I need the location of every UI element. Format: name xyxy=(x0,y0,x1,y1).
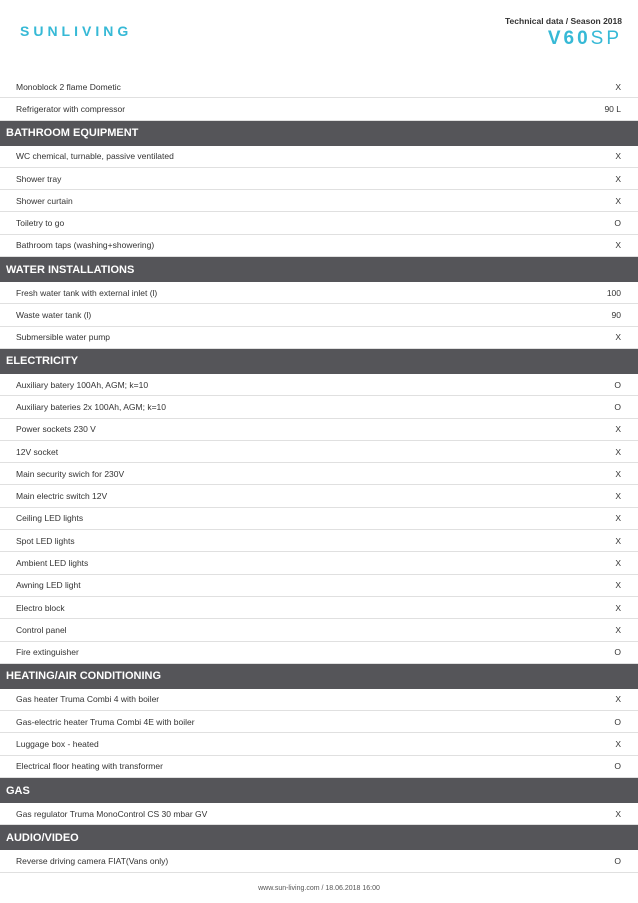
spec-row xyxy=(0,441,638,463)
spec-label: Reverse driving camera FIAT(Vans only) xyxy=(16,855,169,866)
model-suffix: SP xyxy=(590,28,622,49)
spec-row xyxy=(0,76,638,98)
spec-label: Monoblock 2 flame Dometic xyxy=(16,81,121,92)
spec-value: O xyxy=(614,855,621,866)
spec-label: Electrical floor heating with transformer xyxy=(16,761,163,772)
page-header xyxy=(0,0,638,60)
spec-value: X xyxy=(615,468,621,479)
spec-label: Main electric switch 12V xyxy=(16,491,108,502)
spec-row xyxy=(0,711,638,733)
spec-value: X xyxy=(615,808,621,819)
spec-row xyxy=(0,619,638,641)
model-code: V60 xyxy=(547,28,591,49)
spec-value: X xyxy=(615,602,621,613)
spec-value: X xyxy=(615,332,621,343)
spec-value: O xyxy=(614,218,621,229)
spec-label: Awning LED light xyxy=(16,580,81,591)
spec-label: Spot LED lights xyxy=(16,535,75,546)
spec-row xyxy=(0,146,638,168)
spec-value: O xyxy=(614,761,621,772)
spec-value: X xyxy=(615,240,621,251)
spec-value: X xyxy=(615,173,621,184)
section-header: AUDIO/VIDEO xyxy=(0,825,638,850)
spec-row xyxy=(0,463,638,485)
spec-value: X xyxy=(615,580,621,591)
spec-value: X xyxy=(615,535,621,546)
spec-row xyxy=(0,235,638,257)
spec-label: Shower tray xyxy=(16,173,62,184)
spec-row xyxy=(0,689,638,711)
section-header: WATER INSTALLATIONS xyxy=(0,257,638,282)
page-footer: www.sun-living.com / 18.06.2018 16:00 xyxy=(258,885,380,892)
document-subtitle: Technical data / Season 2018 xyxy=(504,16,622,26)
spec-label: Fire extinguisher xyxy=(16,647,79,658)
spec-value: X xyxy=(615,424,621,435)
spec-value: X xyxy=(615,195,621,206)
spec-row xyxy=(0,419,638,441)
section-header: GAS xyxy=(0,778,638,803)
spec-value: O xyxy=(614,716,621,727)
spec-label: Ceiling LED lights xyxy=(16,513,84,524)
spec-value: X xyxy=(615,513,621,524)
spec-value: X xyxy=(615,557,621,568)
spec-value: X xyxy=(615,624,621,635)
spec-value: X xyxy=(615,739,621,750)
spec-label: Submersible water pump xyxy=(16,332,111,343)
spec-row xyxy=(0,597,638,619)
spec-value: O xyxy=(614,647,621,658)
spec-label: Fresh water tank with external inlet (l) xyxy=(16,287,158,298)
spec-row xyxy=(0,575,638,597)
spec-row xyxy=(0,642,638,664)
spec-label: Main security swich for 230V xyxy=(16,468,125,479)
sunliving-logo xyxy=(20,18,132,44)
spec-row xyxy=(0,756,638,778)
spec-label: Power sockets 230 V xyxy=(16,424,96,435)
spec-label: Electro block xyxy=(16,602,65,613)
spec-label: Luggage box - heated xyxy=(16,739,99,750)
spec-row xyxy=(0,803,638,825)
spec-label: Control panel xyxy=(16,624,67,635)
spec-label: Toiletry to go xyxy=(16,218,65,229)
spec-label: 12V socket xyxy=(16,446,59,457)
spec-row xyxy=(0,733,638,755)
spec-row xyxy=(0,168,638,190)
section-header: ELECTRICITY xyxy=(0,349,638,374)
spec-value: X xyxy=(615,151,621,162)
spec-value: 90 xyxy=(611,310,621,321)
spec-table xyxy=(0,76,638,873)
section-header: BATHROOM EQUIPMENT xyxy=(0,121,638,146)
spec-row xyxy=(0,327,638,349)
spec-value: O xyxy=(614,401,621,412)
spec-row xyxy=(0,485,638,507)
spec-label: Gas-electric heater Truma Combi 4E with boiler xyxy=(16,716,195,727)
section-header: HEATING/AIR CONDITIONING xyxy=(0,664,638,689)
spec-row xyxy=(0,396,638,418)
logo-text: SUNLIVING xyxy=(20,23,133,39)
spec-row xyxy=(0,282,638,304)
spec-row xyxy=(0,552,638,574)
spec-label: Auxiliary bateries 2x 100Ah, AGM; k=10 xyxy=(16,401,167,412)
model-name xyxy=(505,28,622,50)
spec-value: X xyxy=(615,694,621,705)
spec-value: X xyxy=(615,446,621,457)
spec-row xyxy=(0,508,638,530)
spec-row xyxy=(0,530,638,552)
spec-row xyxy=(0,212,638,234)
spec-label: Shower curtain xyxy=(16,195,73,206)
spec-row xyxy=(0,850,638,872)
spec-value: O xyxy=(614,379,621,390)
header-right xyxy=(505,16,622,50)
spec-value: 90 L xyxy=(604,103,621,114)
spec-label: Refrigerator with compressor xyxy=(16,103,126,114)
spec-label: Ambient LED lights xyxy=(16,557,89,568)
spec-label: Gas heater Truma Combi 4 with boiler xyxy=(16,694,160,705)
spec-label: Gas regulator Truma MonoControl CS 30 mbar GV xyxy=(16,808,208,819)
spec-value: 100 xyxy=(606,287,621,298)
spec-value: X xyxy=(615,81,621,92)
spec-row xyxy=(0,304,638,326)
spec-value: X xyxy=(615,491,621,502)
spec-label: WC chemical, turnable, passive ventilated xyxy=(16,151,174,162)
spec-label: Bathroom taps (washing+showering) xyxy=(16,240,155,251)
spec-label: Auxiliary batery 100Ah, AGM; k=10 xyxy=(16,379,149,390)
spec-row xyxy=(0,98,638,120)
spec-label: Waste water tank (l) xyxy=(16,310,92,321)
spec-row xyxy=(0,190,638,212)
spec-row xyxy=(0,374,638,396)
